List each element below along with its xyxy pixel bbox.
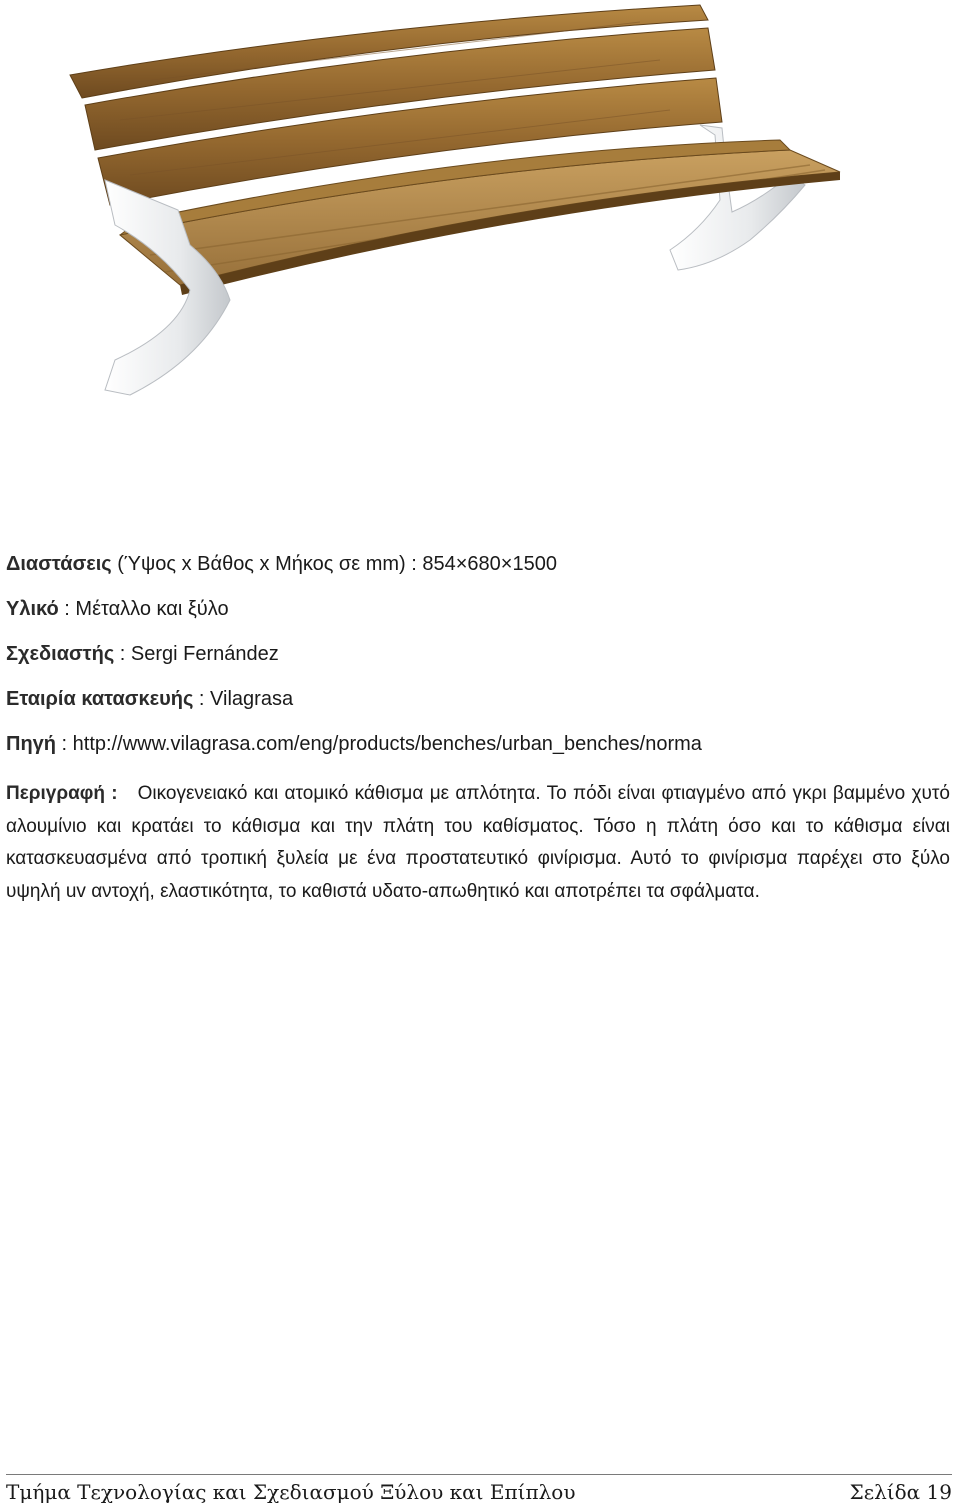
material-line: [6, 597, 952, 621]
spec-block: [6, 552, 952, 777]
material-label: Υλικό: [6, 598, 59, 620]
source-line: [6, 732, 952, 756]
bench-image: [60, 0, 880, 470]
dimensions-label: Διαστάσεις: [6, 553, 112, 575]
designer-value: : Sergi Fernández: [114, 643, 279, 665]
footer-page-number: Σελίδα 19: [849, 1480, 952, 1504]
designer-line: [6, 642, 952, 666]
source-value: : http://www.vilagrasa.com/eng/products/benches/urban_benches/norma: [56, 733, 702, 755]
dimensions-value: (Ύψος x Βάθος x Μήκος σε mm) : 854×680×1500: [111, 553, 557, 575]
material-value: : Μέταλλο και ξύλο: [58, 598, 229, 620]
page-footer: [6, 1478, 952, 1506]
description-paragraph: [6, 778, 950, 908]
description-label: Περιγραφή :: [6, 783, 118, 804]
description-text: Οικογενειακό και ατομικό κάθισμα με απλότητα. Το πόδι είναι φτιαγμένο από γκρι βαμμένο χυτό αλουμίνιο και κρατάει το κάθισμα και την πλάτη του καθίσματος. Τόσο η πλάτη όσο και το κάθισμα είναι κατασκευασμένα από τροπική ξυλεία με ένα προστατευτικό φινίρισμα. Αυτό το φινίρισμα παρέχει στο ξύλο υψηλή uv αντοχή, ελαστικότητα, το καθιστά υδατο-απωθητικό και αποτρέπει τα σφάλματα.: [6, 783, 951, 902]
source-label: Πηγή: [6, 733, 56, 755]
designer-label: Σχεδιαστής: [6, 643, 115, 665]
footer-department: Τμήμα Τεχνολογίας και Σχεδιασμού Ξύλου και Επίπλου: [6, 1480, 576, 1504]
dimensions-line: [6, 552, 952, 576]
footer-divider: [6, 1474, 952, 1475]
manufacturer-value: : Vilagrasa: [193, 688, 294, 710]
manufacturer-line: [6, 687, 952, 711]
manufacturer-label: Εταιρία κατασκευής: [6, 688, 194, 710]
